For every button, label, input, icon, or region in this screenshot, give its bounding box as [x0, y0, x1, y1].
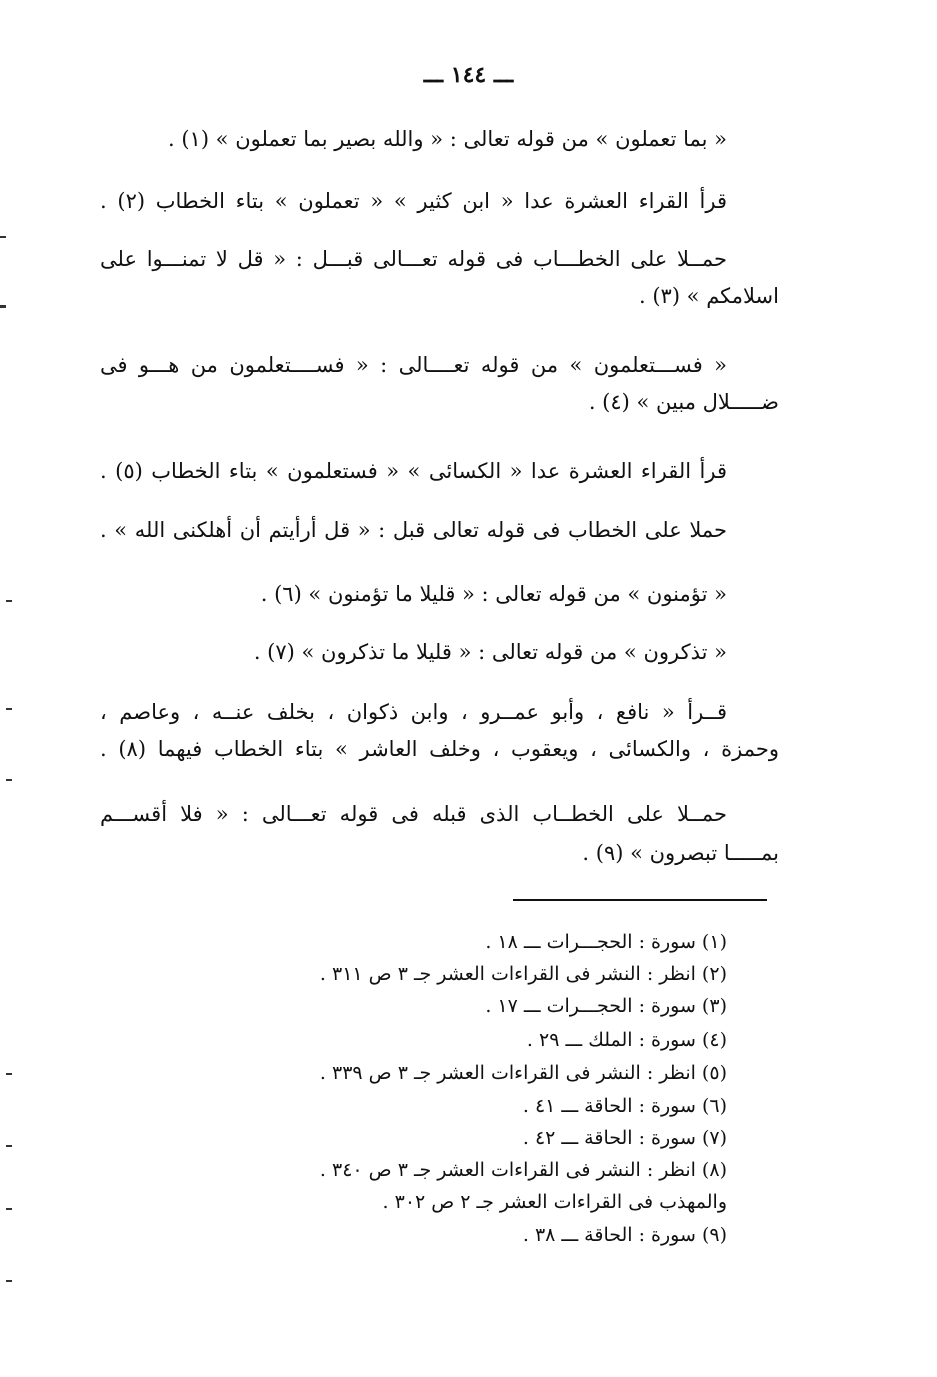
body-line-1: « بما تعملون » من قوله تعالى : « والله بصير بما تعملون » (١) .: [167, 127, 727, 151]
footnote-4: (٤) سورة : الملك ـــ ٢٩ .: [526, 1029, 727, 1051]
footnote-7: (٧) سورة : الحاقة ـــ ٤٢ .: [522, 1127, 727, 1149]
body-line-8: حملا على الخطاب فى قوله تعالى قبل : « قل أرأيتم أن أهلكنى الله » .: [100, 518, 727, 542]
scan-mark: [6, 1145, 12, 1147]
body-line-6: ضـــــلال مبين » (٤) .: [588, 390, 779, 414]
footnote-9: (٩) سورة : الحاقة ـــ ٣٨ .: [522, 1224, 727, 1246]
scan-mark: [0, 236, 6, 238]
body-line-3: حمــلا على الخطـــاب فى قوله تعـــالى قبـــل : « قل لا تمنـــوا على: [100, 247, 727, 271]
scan-mark: [6, 600, 12, 602]
body-line-11: قــرأ « نافع ، وأبو عمــرو ، وابن ذكوان ، بخلف عنــه ، وعاصم ،: [100, 700, 727, 724]
footnote-5: (٥) انظر : النشر فى القراءات العشر جـ ٣ ص ٣٣٩ .: [319, 1062, 727, 1084]
body-line-14: بمـــــا تبصرون » (٩) .: [582, 841, 779, 865]
body-line-2: قرأ القراء العشرة عدا « ابن كثير » « تعملون » بتاء الخطاب (٢) .: [100, 189, 727, 213]
footnote-1: (١) سورة : الحجـــرات ـــ ١٨ .: [485, 931, 727, 953]
body-line-4: اسلامكم » (٣) .: [638, 284, 779, 308]
footnote-separator: [513, 899, 767, 901]
body-line-9: « تؤمنون » من قوله تعالى : « قليلا ما تؤمنون » (٦) .: [260, 582, 727, 606]
page-number: ـــ ١٤٤ ـــ: [423, 62, 514, 88]
footnote-8: (٨) انظر : النشر فى القراءات العشر جـ ٣ ص ٣٤٠ .: [319, 1159, 727, 1181]
body-line-5: « فســـتعلمون » من قوله تعــــالى : « فســــتعلمون من هـــو فى: [100, 353, 727, 377]
body-line-12: وحمزة ، والكسائى ، ويعقوب ، وخلف العاشر » بتاء الخطاب فيهما (٨) .: [100, 737, 779, 761]
scan-mark: [6, 1280, 12, 1282]
scan-mark: [6, 1208, 12, 1210]
body-line-7: قرأ القراء العشرة عدا « الكسائى » « فستعلمون » بتاء الخطاب (٥) .: [100, 459, 727, 483]
body-line-10: « تذكرون » من قوله تعالى : « قليلا ما تذكرون » (٧) .: [253, 640, 727, 664]
footnote-8-continuation: والمهذب فى القراءات العشر جـ ٢ ص ٣٠٢ .: [382, 1191, 727, 1213]
scan-mark: [6, 779, 12, 781]
footnote-3: (٣) سورة : الحجـــرات ـــ ١٧ .: [485, 995, 727, 1017]
body-line-13: حمــلا على الخطــاب الذى قبله فى قوله تعـــالى : « فلا أقســـم: [100, 802, 727, 826]
footnote-6: (٦) سورة : الحاقة ـــ ٤١ .: [522, 1095, 727, 1117]
scan-mark: [6, 1073, 12, 1075]
scan-mark: [0, 305, 6, 308]
footnote-2: (٢) انظر : النشر فى القراءات العشر جـ ٣ ص ٣١١ .: [319, 963, 727, 985]
scan-mark: [6, 708, 12, 710]
